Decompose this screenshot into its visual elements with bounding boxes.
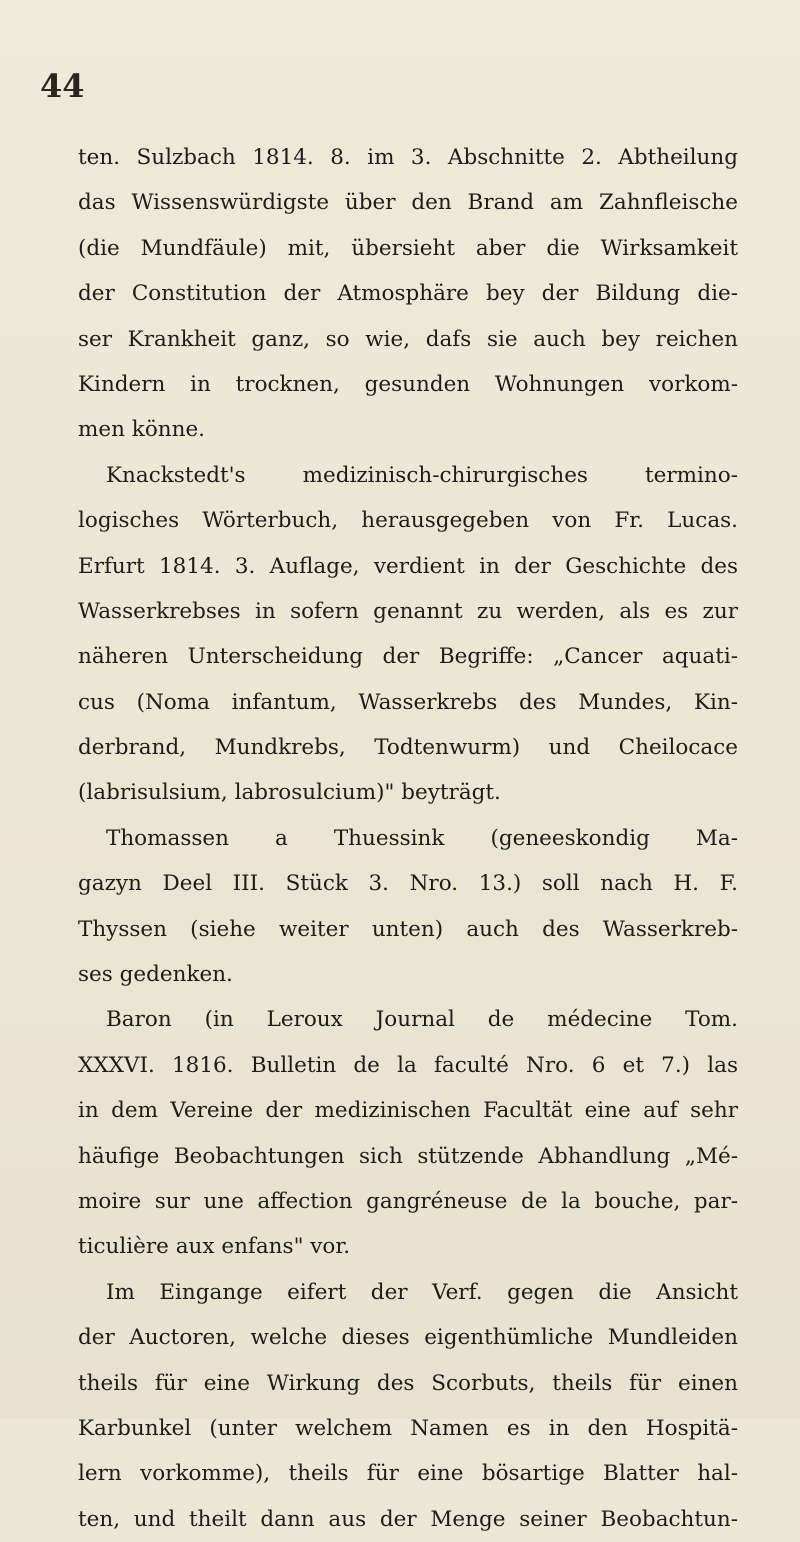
- text-line: (die Mundfäule) mit, übersieht aber die Wirksamkeit: [78, 235, 738, 261]
- text-line: logisches Wörterbuch, herausgegeben von Fr. Lucas.: [78, 508, 738, 534]
- text-line: theils für eine Wirkung des Scorbuts, theils für einen: [78, 1370, 738, 1396]
- text-line: näheren Unterscheidung der Begriffe: „Cancer aquati-: [78, 644, 738, 670]
- text-line: Kindern in trocknen, gesunden Wohnungen vorkom-: [78, 371, 738, 397]
- text-line: Knackstedt's medizinisch-chirurgisches termino-: [106, 462, 738, 488]
- text-line: moire sur une affection gangréneuse de la bouche, par-: [78, 1188, 738, 1214]
- text-line: häufige Beobachtungen sich stützende Abhandlung „Mé-: [78, 1143, 738, 1169]
- text-line: lern vorkomme), theils für eine bösartige Blatter hal-: [78, 1461, 738, 1487]
- body-text: [78, 135, 738, 1542]
- text-line: gazyn Deel III. Stück 3. Nro. 13.) soll nach H. F.: [78, 871, 738, 897]
- text-line: Wasserkrebses in sofern genannt zu werden, als es zur: [78, 598, 738, 624]
- text-line: der Constitution der Atmosphäre bey der Bildung die-: [78, 281, 738, 307]
- text-line: cus (Noma infantum, Wasserkrebs des Mundes, Kin-: [78, 689, 738, 715]
- text-line: ser Krankheit ganz, so wie, dafs sie auch bey reichen: [78, 326, 738, 352]
- text-line: das Wissenswürdigste über den Brand am Zahnfleische: [78, 190, 738, 216]
- text-line: in dem Vereine der medizinischen Facultät eine auf sehr: [78, 1098, 738, 1124]
- text-line: (labrisulsium, labrosulcium)" beyträgt.: [78, 780, 501, 806]
- text-line: men könne.: [78, 417, 206, 443]
- text-line: Baron (in Leroux Journal de médecine Tom.: [106, 1007, 738, 1033]
- text-line: der Auctoren, welche dieses eigenthümliche Mundleiden: [78, 1325, 738, 1351]
- text-line: Erfurt 1814. 3. Auflage, verdient in der Geschichte des: [78, 553, 738, 579]
- text-line: Thyssen (siehe weiter unten) auch des Wasserkreb-: [78, 916, 738, 942]
- text-line: Karbunkel (unter welchem Namen es in den Hospitä-: [78, 1415, 738, 1441]
- text-line: ticulière aux enfans" vor.: [78, 1234, 351, 1260]
- text-line: Im Eingange eifert der Verf. gegen die Ansicht: [106, 1279, 738, 1305]
- page-number: 44: [40, 67, 85, 105]
- text-line: Thomassen a Thuessink (geneeskondig Ma-: [106, 825, 738, 851]
- text-line: ten, und theilt dann aus der Menge seiner Beobachtun-: [78, 1506, 738, 1532]
- text-line: ses gedenken.: [78, 962, 233, 988]
- text-line: ten. Sulzbach 1814. 8. im 3. Abschnitte 2. Abtheilung: [78, 145, 738, 170]
- text-line: XXXVI. 1816. Bulletin de la faculté Nro. 6 et 7.) las: [78, 1052, 738, 1078]
- text-line: derbrand, Mundkrebs, Todtenwurm) und Cheilocace: [78, 735, 738, 761]
